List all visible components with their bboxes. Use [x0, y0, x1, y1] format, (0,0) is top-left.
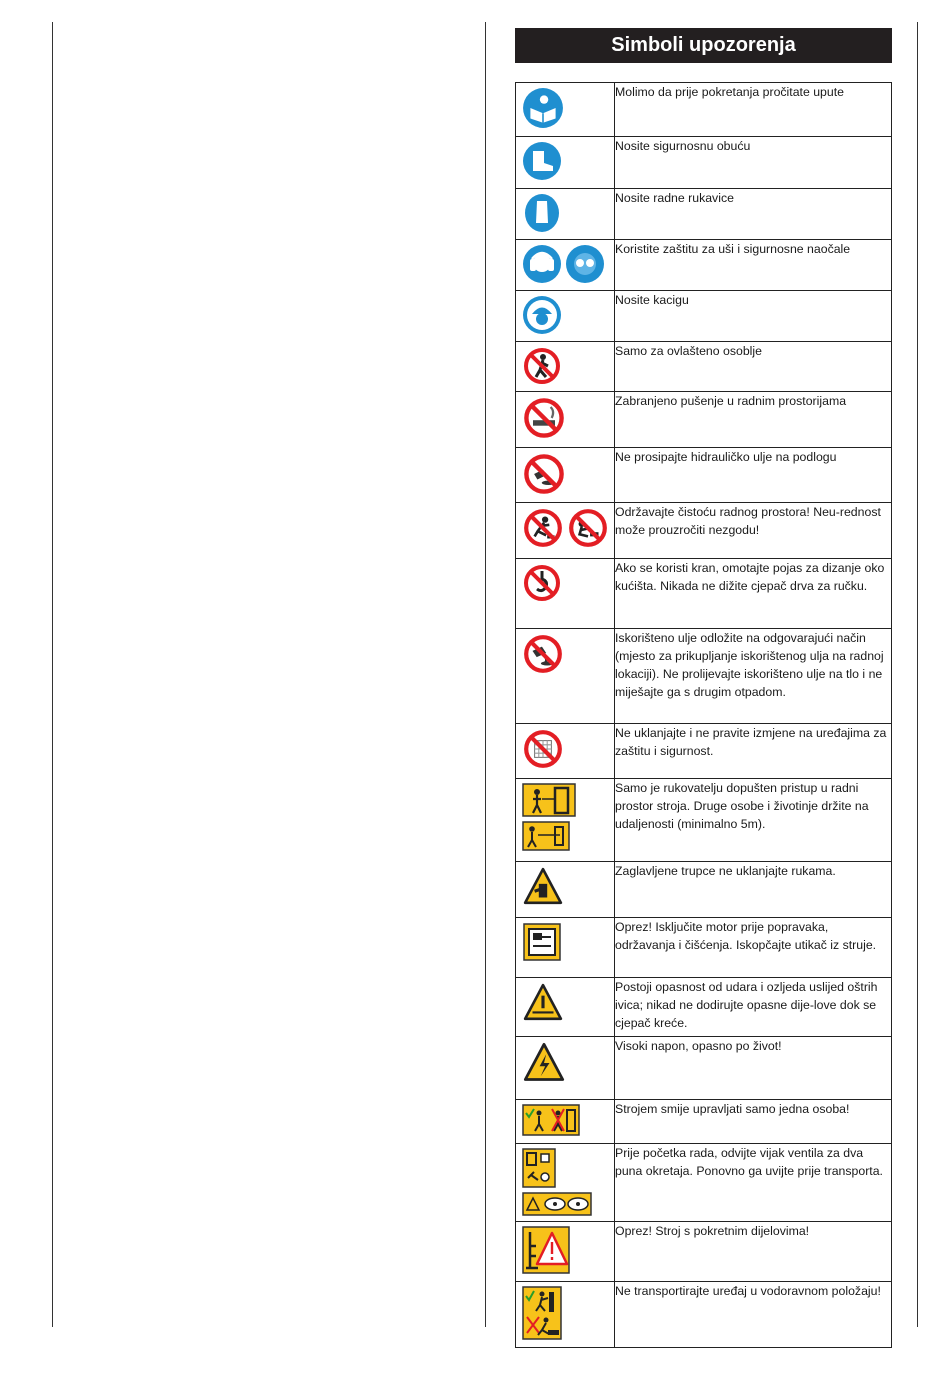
page-title: Simboli upozorenja — [515, 28, 892, 63]
row-text: Molimo da prije pokretanja pročitate upute — [615, 83, 892, 137]
left-margin-line — [52, 22, 53, 1327]
table-row — [516, 918, 892, 978]
table-row — [516, 1144, 892, 1222]
no-smoking-icon — [522, 396, 566, 440]
table-row — [516, 1222, 892, 1282]
upright-transport-icon — [522, 1286, 562, 1340]
column-divider-line — [485, 22, 486, 1327]
table-row — [516, 189, 892, 240]
table-row — [516, 978, 892, 1037]
table-row — [516, 240, 892, 291]
operator-zone-icon — [522, 783, 576, 817]
moving-parts-icon — [522, 1226, 570, 1274]
no-oil-disposal-icon — [522, 633, 564, 675]
table-row — [516, 862, 892, 918]
row-text: Iskorišteno ulje odložite na odgovarajući način (mjesto za prikupljanje iskorištenog ulja na radnoj lokaciji). Ne prolijevajte iskorišteno ulje na tlo i ne miješajte ga s drugim otpadom. — [615, 629, 892, 724]
row-text: Zabranjeno pušenje u radnim prostorijama — [615, 392, 892, 448]
table-row — [516, 503, 892, 559]
table-row — [516, 291, 892, 342]
work-gloves-icon — [522, 193, 562, 233]
read-manual-icon — [522, 87, 564, 129]
table-row — [516, 1037, 892, 1100]
single-operator-icon — [522, 1104, 580, 1136]
high-voltage-icon — [522, 1041, 566, 1085]
right-margin-line — [917, 22, 918, 1327]
table-row — [516, 1100, 892, 1144]
vent-screw-turns-icon — [522, 1192, 592, 1216]
table-row — [516, 559, 892, 629]
table-row — [516, 629, 892, 724]
row-text: Prije početka rada, odvijte vijak ventila za dva puna okretaja. Ponovno ga uvijte prije transporta. — [615, 1144, 892, 1222]
row-text: Postoji opasnost od udara i ozljeda uslijed oštrih ivica; nikad ne dodirujte opasne dije-love dok se cjepač kreće. — [615, 978, 892, 1037]
no-unauthorized-persons-icon — [522, 346, 562, 386]
warning-symbols-table — [515, 82, 892, 1348]
row-text: Visoki napon, opasno po život! — [615, 1037, 892, 1100]
table-row — [516, 342, 892, 392]
no-oil-spill-icon — [522, 452, 566, 496]
row-text: Oprez! Isključite motor prije popravaka, održavanja i čišćenja. Iskopčajte utikač iz struje. — [615, 918, 892, 978]
row-text: Nosite kacigu — [615, 291, 892, 342]
table-row — [516, 448, 892, 503]
table-row — [516, 779, 892, 862]
row-text: Nosite radne rukavice — [615, 189, 892, 240]
row-text: Zaglavljene trupce ne uklanjajte rukama. — [615, 862, 892, 918]
unplug-before-service-icon — [522, 922, 562, 962]
sharp-edge-warning-icon — [522, 982, 564, 1024]
row-text: Samo za ovlašteno osoblje — [615, 342, 892, 392]
row-text: Nosite sigurnosnu obuću — [615, 137, 892, 189]
no-tripping-icon — [522, 507, 564, 549]
no-clutter-icon — [567, 507, 609, 549]
ear-protection-icon — [522, 244, 562, 284]
jammed-log-warning-icon — [522, 866, 564, 908]
row-text: Ne uklanjajte i ne pravite izmjene na uređajima za zaštitu i sigurnost. — [615, 724, 892, 779]
row-text: Oprez! Stroj s pokretnim dijelovima! — [615, 1222, 892, 1282]
vent-screw-icon — [522, 1148, 556, 1188]
table-row — [516, 724, 892, 779]
row-text: Održavajte čistoću radnog prostora! Neu-rednost može prouzročiti nezgodu! — [615, 503, 892, 559]
safety-goggles-icon — [565, 244, 605, 284]
safety-boots-icon — [522, 141, 562, 181]
keep-distance-icon — [522, 821, 570, 851]
table-row — [516, 1282, 892, 1348]
row-text: Ako se koristi kran, omotajte pojas za dizanje oko kućišta. Nikada ne dižite cjepač drva za ručku. — [615, 559, 892, 629]
row-text: Strojem smije upravljati samo jedna osoba! — [615, 1100, 892, 1144]
table-row — [516, 137, 892, 189]
row-text: Ne prosipajte hidrauličko ulje na podlogu — [615, 448, 892, 503]
no-guard-removal-icon — [522, 728, 564, 770]
helmet-icon — [522, 295, 562, 335]
table-row — [516, 83, 892, 137]
no-lifting-by-handle-icon — [522, 563, 562, 603]
table-row — [516, 392, 892, 448]
row-text: Ne transportirajte uređaj u vodoravnom položaju! — [615, 1282, 892, 1348]
row-text: Koristite zaštitu za uši i sigurnosne naočale — [615, 240, 892, 291]
row-text: Samo je rukovatelju dopušten pristup u radni prostor stroja. Druge osobe i životinje držite na udaljenosti (minimalno 5m). — [615, 779, 892, 862]
